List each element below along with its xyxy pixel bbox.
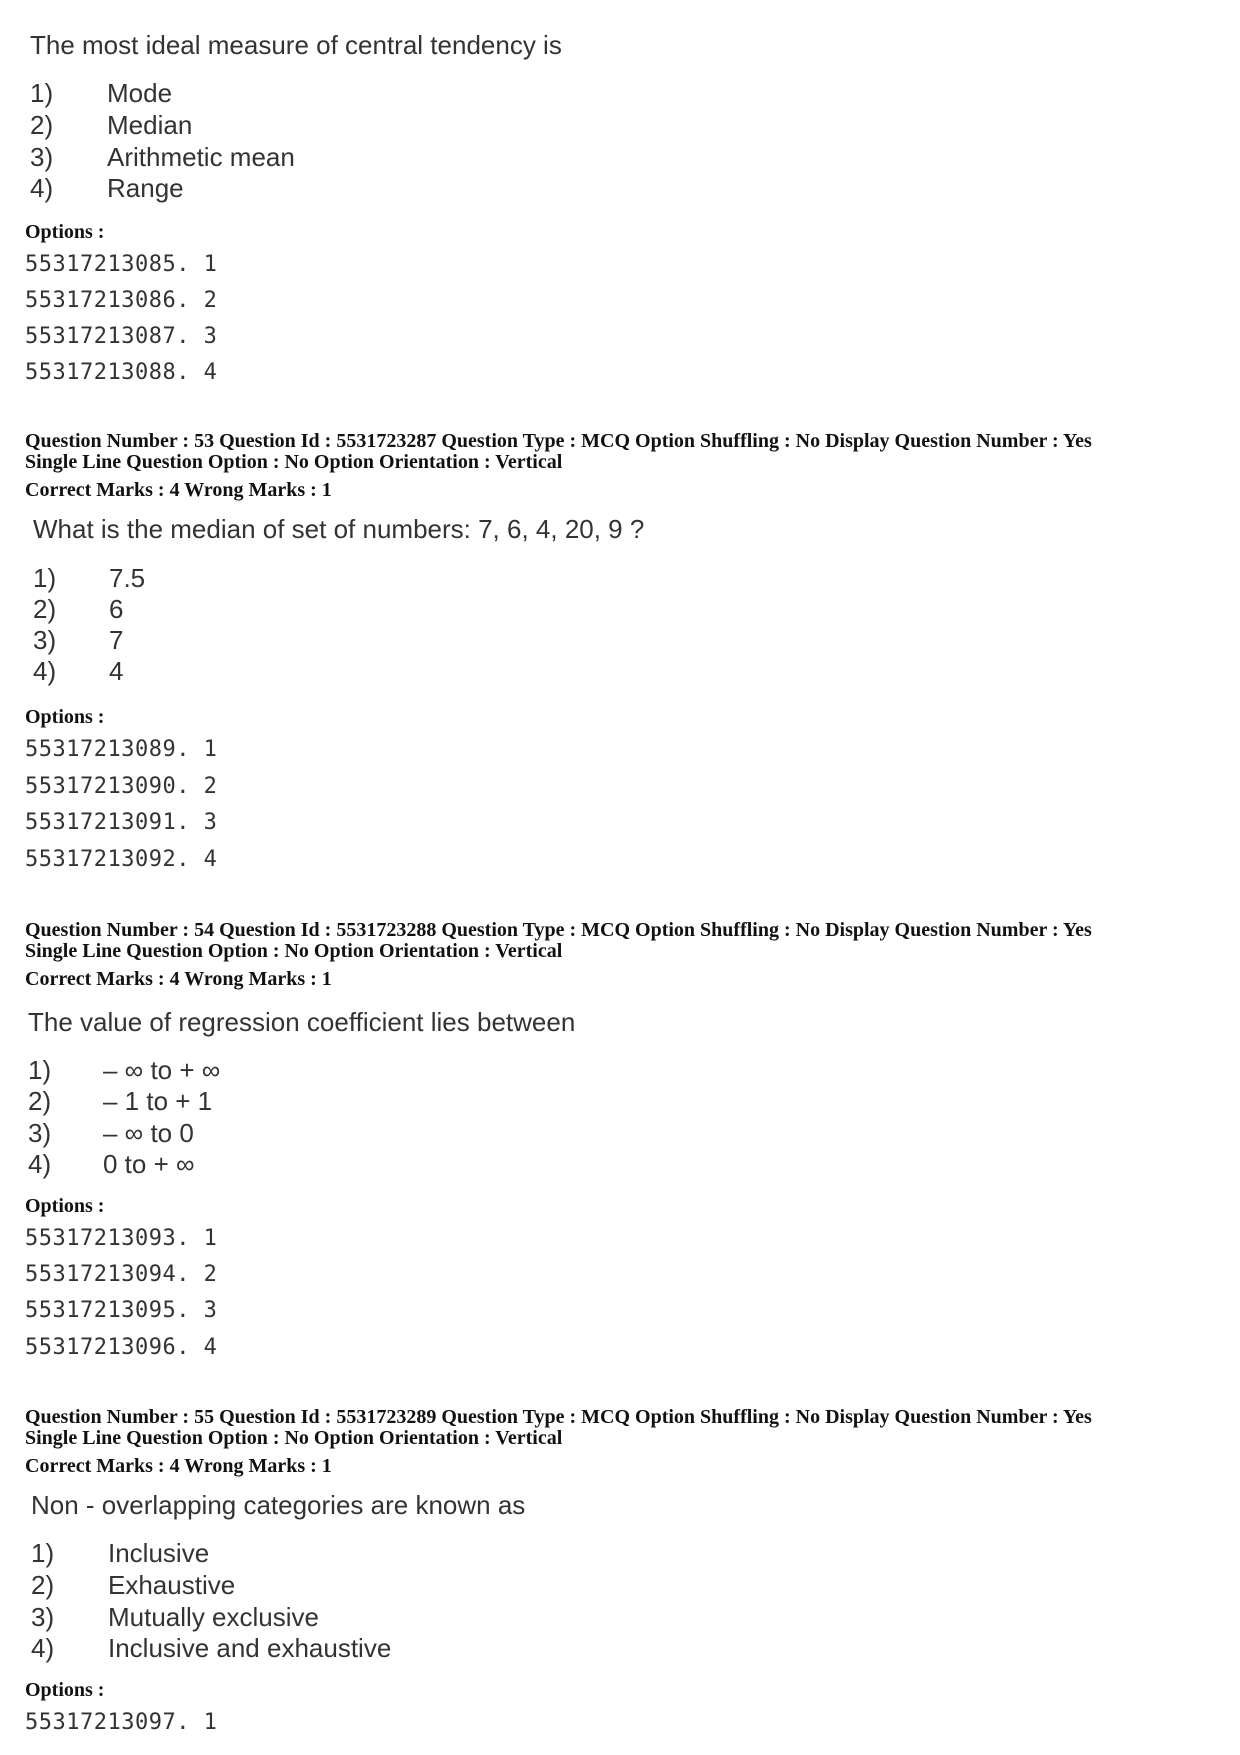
question-55-options-label: Options : [25, 1679, 105, 1701]
question-55-choice-1-number: 1) [31, 1538, 55, 1568]
question-55-choice-2-text: Exhaustive [108, 1570, 236, 1600]
question-52-option-3: 55317213087. 3 [25, 324, 218, 349]
question-55-choice-4-text: Inclusive and exhaustive [108, 1633, 392, 1663]
question-53-meta-line-2: Single Line Question Option : No Option Orientation : Vertical [25, 451, 563, 473]
question-55-choice-4-number: 4) [31, 1633, 55, 1663]
question-52-choice-2-text: Median [107, 110, 193, 140]
question-54-option-4: 55317213096. 4 [25, 1335, 218, 1360]
question-52-choice-1-text: Mode [107, 78, 173, 108]
question-55-choice-3-number: 3) [31, 1602, 55, 1632]
question-54-choice-1-number: 1) [28, 1055, 52, 1085]
question-53-marks: Correct Marks : 4 Wrong Marks : 1 [25, 479, 332, 501]
question-54-option-3: 55317213095. 3 [25, 1298, 218, 1323]
question-53-choice-2-number: 2) [33, 594, 57, 624]
question-54-text: The value of regression coefficient lies between [28, 1007, 576, 1037]
question-54-choice-4-text: 0 to + ∞ [103, 1149, 195, 1179]
question-55-choice-2-number: 2) [31, 1570, 55, 1600]
question-54-option-1: 55317213093. 1 [25, 1226, 218, 1251]
question-53-choice-3-number: 3) [33, 625, 57, 655]
question-55-choice-1-text: Inclusive [108, 1538, 210, 1568]
question-52-option-1: 55317213085. 1 [25, 252, 218, 277]
question-54-option-2: 55317213094. 2 [25, 1262, 218, 1287]
question-55-text: Non - overlapping categories are known as [31, 1490, 526, 1520]
question-53-text: What is the median of set of numbers: 7, 6, 4, 20, 9 ? [33, 514, 645, 544]
question-53-options-label: Options : [25, 706, 105, 728]
question-52-choice-3-number: 3) [30, 142, 54, 172]
question-53-choice-3-text: 7 [109, 625, 124, 655]
question-53-option-1: 55317213089. 1 [25, 737, 218, 762]
question-54-marks: Correct Marks : 4 Wrong Marks : 1 [25, 968, 332, 990]
question-54-meta-line-2: Single Line Question Option : No Option Orientation : Vertical [25, 940, 563, 962]
question-55-option-1: 55317213097. 1 [25, 1710, 218, 1735]
question-52-text: The most ideal measure of central tendency is [30, 30, 562, 60]
question-53-option-3: 55317213091. 3 [25, 810, 218, 835]
question-52-options-label: Options : [25, 221, 105, 243]
question-55-choice-3-text: Mutually exclusive [108, 1602, 319, 1632]
question-53-choice-4-text: 4 [109, 656, 124, 686]
question-54-choice-1-text: – ∞ to + ∞ [103, 1055, 221, 1085]
question-53-option-4: 55317213092. 4 [25, 847, 218, 872]
question-53-choice-1-number: 1) [33, 563, 57, 593]
question-54-options-label: Options : [25, 1195, 105, 1217]
question-54-meta-line-1: Question Number : 54 Question Id : 5531723288 Question Type : MCQ Option Shuffling : No Display Question Number : Yes [25, 919, 1092, 941]
question-53-option-2: 55317213090. 2 [25, 774, 218, 799]
question-52-choice-1-number: 1) [30, 78, 54, 108]
question-55-marks: Correct Marks : 4 Wrong Marks : 1 [25, 1455, 332, 1477]
question-52-choice-4-number: 4) [30, 173, 54, 203]
question-52-choice-3-text: Arithmetic mean [107, 142, 295, 172]
question-53-choice-4-number: 4) [33, 656, 57, 686]
question-54-choice-2-text: – 1 to + 1 [103, 1086, 213, 1116]
question-52-option-2: 55317213086. 2 [25, 288, 218, 313]
question-52-option-4: 55317213088. 4 [25, 360, 218, 385]
question-55-meta-line-1: Question Number : 55 Question Id : 5531723289 Question Type : MCQ Option Shuffling : No Display Question Number : Yes [25, 1406, 1092, 1428]
question-53-meta-line-1: Question Number : 53 Question Id : 5531723287 Question Type : MCQ Option Shuffling : No Display Question Number : Yes [25, 430, 1092, 452]
question-52-choice-4-text: Range [107, 173, 184, 203]
question-54-choice-4-number: 4) [28, 1149, 52, 1179]
question-54-choice-3-number: 3) [28, 1118, 52, 1148]
question-53-choice-1-text: 7.5 [109, 563, 146, 593]
question-55-meta-line-2: Single Line Question Option : No Option Orientation : Vertical [25, 1427, 563, 1449]
question-53-choice-2-text: 6 [109, 594, 124, 624]
question-54-choice-3-text: – ∞ to 0 [103, 1118, 194, 1148]
question-52-choice-2-number: 2) [30, 110, 54, 140]
question-54-choice-2-number: 2) [28, 1086, 52, 1116]
